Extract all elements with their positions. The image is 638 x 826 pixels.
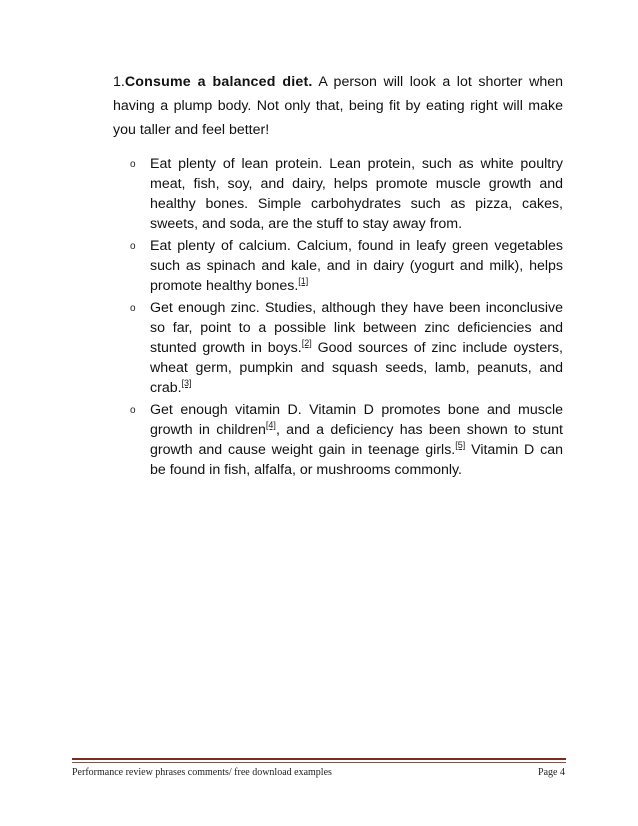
intro-text: A person will look a lot shorter when having a plump body. Not only that, being fit by eating right will make you taller and feel better!	[113, 74, 563, 138]
list-item-text: , and a deficiency has been shown to stunt growth and cause weight gain in teenage girls.	[150, 422, 563, 458]
footer-divider-thin	[72, 762, 566, 763]
reference-link-5[interactable]: [5]	[455, 440, 466, 450]
bullet-circle-icon: o	[130, 303, 136, 314]
bullet-circle-icon: o	[130, 241, 136, 252]
reference-link-1[interactable]: [1]	[298, 276, 309, 286]
list-item-zinc	[113, 298, 563, 398]
footer-title: Performance review phrases comments/ free download examples	[72, 767, 332, 778]
list-item-text: Vitamin D can be found in fish, alfalfa, or mushrooms commonly.	[150, 442, 563, 478]
list-item-text: Eat plenty of calcium. Calcium, found in leafy green vegetables such as spinach and kale, and in dairy (yogurt and milk), helps promote healthy bones.	[150, 238, 563, 294]
reference-link-3[interactable]: [3]	[181, 378, 192, 388]
intro-lead: Consume a balanced diet.	[124, 74, 313, 90]
list-item-protein	[113, 154, 563, 234]
list-item-text: Get enough zinc. Studies, although they have been inconclusive so far, point to a possible link between zinc deficiencies and stunted growth in boys.	[150, 300, 563, 356]
bullet-circle-icon: o	[130, 159, 136, 170]
intro-number: 1.	[113, 74, 125, 90]
page-number: Page 4	[538, 767, 565, 778]
footer-divider	[72, 758, 566, 760]
bullet-circle-icon: o	[130, 405, 136, 416]
list-item-calcium	[113, 236, 563, 296]
reference-link-2[interactable]: [2]	[301, 338, 312, 348]
reference-link-4[interactable]: [4]	[265, 420, 276, 430]
tips-list	[113, 154, 563, 482]
list-item-vitamin-d	[113, 400, 563, 480]
intro-paragraph	[113, 70, 563, 142]
list-item-text: Eat plenty of lean protein. Lean protein, such as white poultry meat, fish, soy, and dairy, helps promote muscle growth and healthy bones. Simple carbohydrates such as pizza, cakes, sweets, and soda, are the stuff to stay away from.	[150, 156, 563, 232]
list-item-text: Good sources of zinc include oysters, wheat germ, pumpkin and squash seeds, lamb, peanuts, and crab.	[150, 340, 563, 396]
list-item-text: Get enough vitamin D. Vitamin D promotes bone and muscle growth in children	[150, 402, 563, 438]
